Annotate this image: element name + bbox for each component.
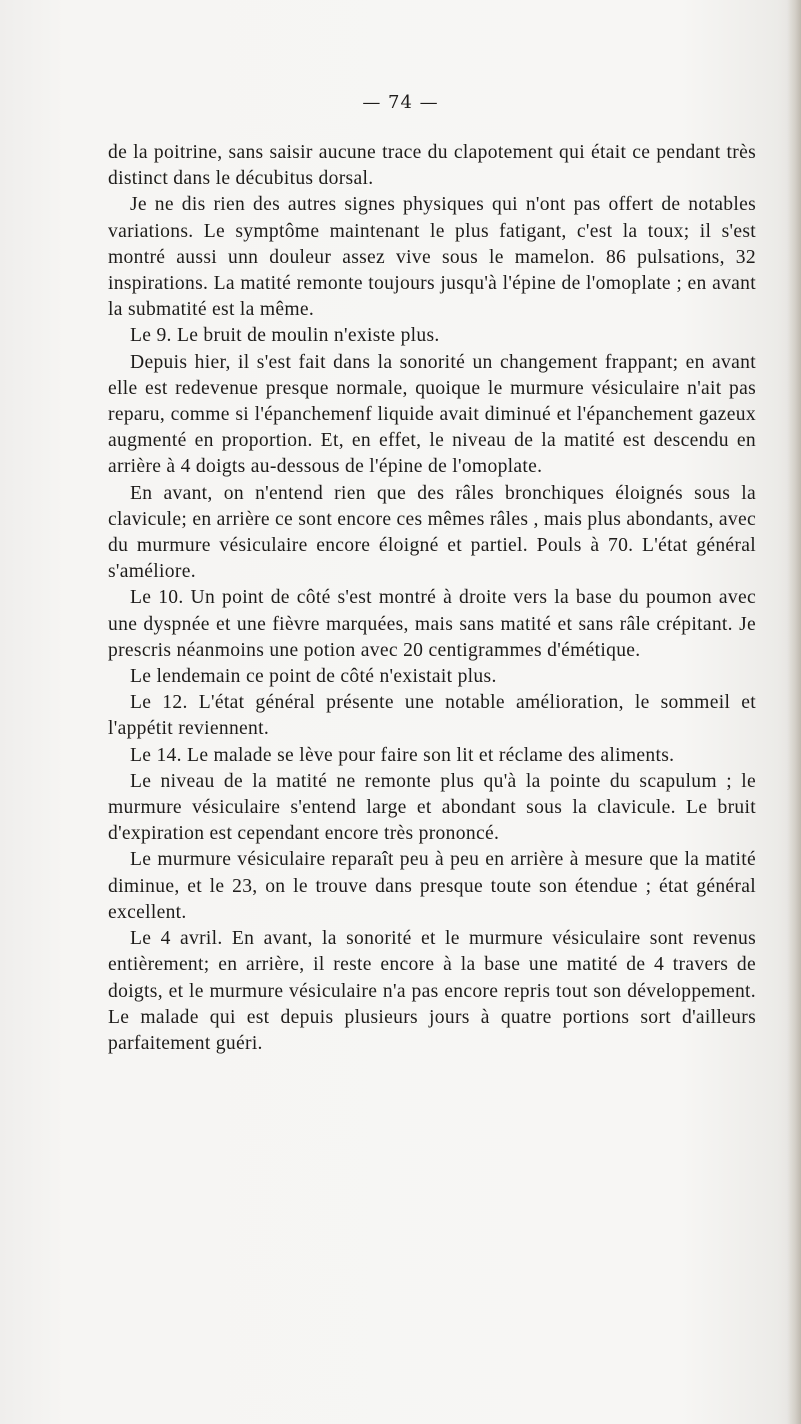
paragraph-4: Depuis hier, il s'est fait dans la sonorité un changement frappant; en avant elle est redevenue presque normale, quoique le murmure vésiculaire n'ait pas reparu, comme si l'épanchemenf liquide avait diminué et l'épanchement gazeux augmenté en proportion. Et, en effet, le niveau de la matité est descendu en arrière à 4 doigts au-dessous de l'épine de l'omoplate.	[108, 351, 756, 478]
body-text	[108, 140, 756, 1057]
page-edge-shadow	[787, 0, 801, 1424]
paragraph-6: Le 10. Un point de côté s'est montré à droite vers la base du poumon avec une dyspnée et une fièvre marquées, mais sans matité et sans râle crépitant. Je prescris néanmoins une potion avec 20 centigrammes d'émétique.	[108, 587, 756, 661]
paragraph-9: Le 14. Le malade se lève pour faire son lit et réclame des aliments.	[130, 744, 675, 766]
page-number: — 74 —	[362, 92, 439, 113]
paragraph-3: Le 9. Le bruit de moulin n'existe plus.	[130, 325, 440, 347]
paragraph-5: En avant, on n'entend rien que des râles bronchiques éloignés sous la clavicule; en arrière ce sont encore ces mêmes râles , mais plus abondants, avec du murmure vésiculaire encore éloigné et partiel. Pouls à 70. L'état général s'améliore.	[108, 482, 757, 583]
paragraph-2: Je ne dis rien des autres signes physiques qui n'ont pas offert de notables variations. Le symptôme maintenant le plus fatigant, c'est la toux; il s'est montré aussi unn douleur assez vive sous le mamelon. 86 pulsations, 32 inspirations. La matité remonte toujours jusqu'à l'épine de l'omoplate ; en avant la submatité est la même.	[108, 194, 756, 321]
paragraph-8: Le 12. L'état général présente une notable amélioration, le sommeil et l'appétit reviennent.	[108, 692, 756, 740]
paragraph-12: Le 4 avril. En avant, la sonorité et le murmure vésiculaire sont revenus entièrement; en arrière, il reste encore à la base une matité de 4 travers de doigts, et le murmure vésiculaire n'a pas encore repris tout son développement. Le malade qui est depuis plusieurs jours à quatre portions sort d'ailleurs parfaitement guéri.	[108, 928, 756, 1054]
paragraph-1: de la poitrine, sans saisir aucune trace du clapotement qui était ce pendant très distinct dans le décubitus dorsal.	[108, 142, 756, 190]
paragraph-7: Le lendemain ce point de côté n'existait plus.	[130, 666, 497, 688]
paragraph-10: Le niveau de la matité ne remonte plus qu'à la pointe du scapulum ; le murmure vésiculaire s'entend large et abondant sous la clavicule. Le bruit d'expiration est cependant encore très prononcé.	[108, 770, 756, 845]
paragraph-11: Le murmure vésiculaire reparaît peu à peu en arrière à mesure que la matité diminue, et le 23, on le trouve dans presque toute son étendue ; état général excellent.	[108, 849, 756, 923]
